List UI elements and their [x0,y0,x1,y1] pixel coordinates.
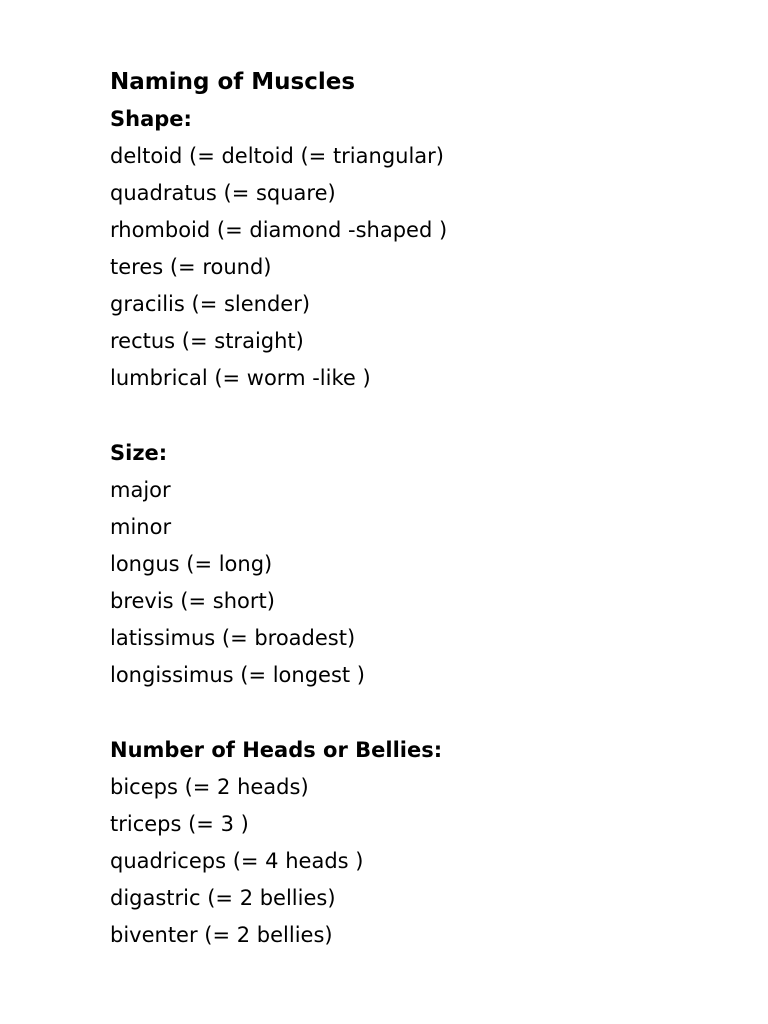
list-item: lumbrical (= worm -like ) [110,366,371,390]
document-title: Naming of Muscles [110,69,356,95]
list-item: minor [110,515,172,539]
list-item: deltoid (= deltoid (= triangular) [110,144,444,168]
list-item: quadratus (= square) [110,181,336,205]
list-item: biventer (= 2 bellies) [110,923,333,947]
term-list [110,769,748,954]
section-heading: Size: [110,441,168,465]
document-page [110,64,748,954]
list-item: teres (= round) [110,255,272,279]
list-item: triceps (= 3 ) [110,812,249,836]
section-heading: Shape: [110,107,192,131]
list-item: major [110,478,171,502]
list-item: rhomboid (= diamond -shaped ) [110,218,448,242]
list-item: longissimus (= longest ) [110,663,366,687]
section-heading: Number of Heads or Bellies: [110,738,443,762]
list-item: quadriceps (= 4 heads ) [110,849,364,873]
section-heads-bellies [110,732,748,954]
section-size [110,435,748,694]
list-item: biceps (= 2 heads) [110,775,309,799]
term-list [110,138,748,397]
term-list [110,472,748,694]
section-spacer [110,694,748,732]
section-shape [110,101,748,397]
list-item: digastric (= 2 bellies) [110,886,336,910]
list-item: rectus (= straight) [110,329,304,353]
section-spacer [110,397,748,435]
list-item: brevis (= short) [110,589,275,613]
list-item: longus (= long) [110,552,273,576]
list-item: latissimus (= broadest) [110,626,356,650]
list-item: gracilis (= slender) [110,292,311,316]
